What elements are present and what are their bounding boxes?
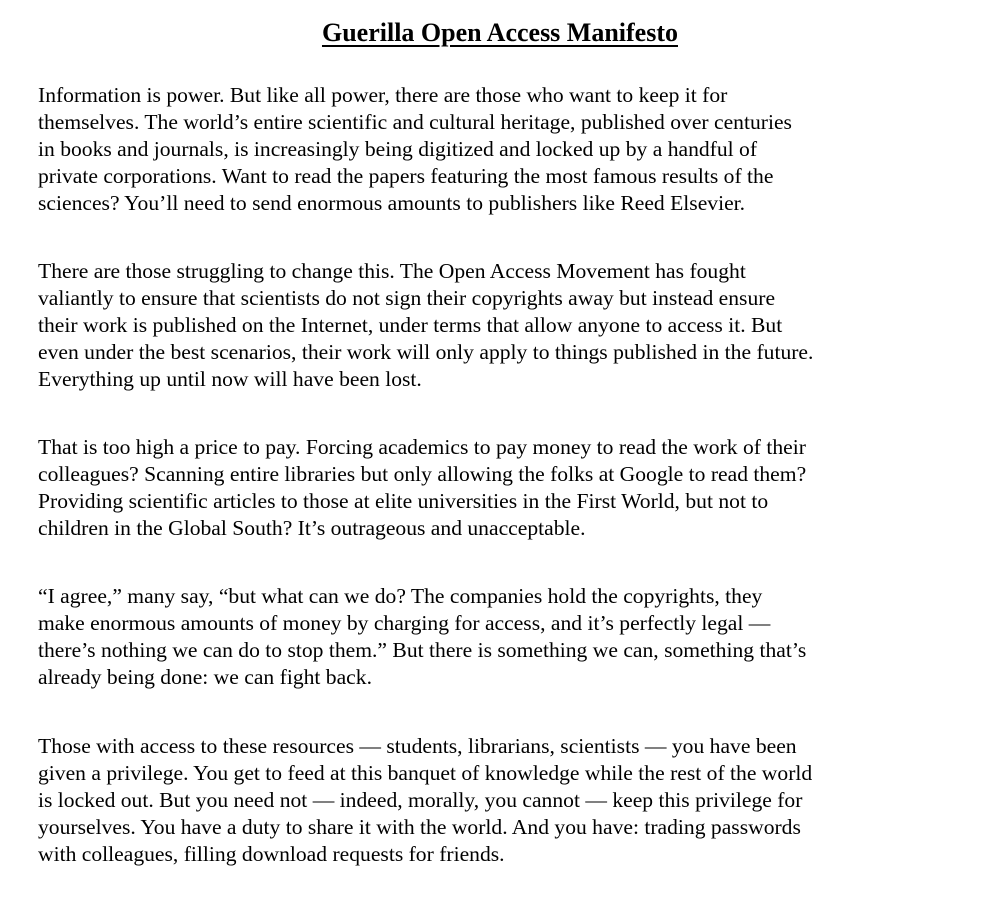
paragraph-line: Providing scientific articles to those at elite universities in the First World, but not to bbox=[38, 489, 769, 513]
paragraph-line: Information is power. But like all power, there are those who want to keep it for bbox=[38, 83, 728, 107]
paragraph-line: in books and journals, is increasingly being digitized and locked up by a handful of bbox=[38, 137, 758, 161]
document-title: Guerilla Open Access Manifesto bbox=[321, 18, 678, 47]
paragraph-line: children in the Global South? It’s outrageous and unacceptable. bbox=[38, 516, 586, 540]
paragraph-line: private corporations. Want to read the papers featuring the most famous results of the bbox=[38, 164, 774, 188]
paragraph-line: “I agree,” many say, “but what can we do? The companies hold the copyrights, they bbox=[38, 584, 763, 608]
paragraph-line: already being done: we can fight back. bbox=[38, 665, 372, 689]
paragraph-line: is locked out. But you need not — indeed, morally, you cannot — keep this privilege for bbox=[38, 788, 803, 812]
paragraph-line: valiantly to ensure that scientists do not sign their copyrights away but instead ensure bbox=[38, 286, 776, 310]
paragraph-line: There are those struggling to change this. The Open Access Movement has fought bbox=[38, 259, 746, 283]
paragraph-line: That is too high a price to pay. Forcing academics to pay money to read the work of their bbox=[38, 435, 806, 459]
paragraph-line: make enormous amounts of money by charging for access, and it’s perfectly legal — bbox=[38, 611, 771, 635]
paragraph-line: with colleagues, filling download requests for friends. bbox=[38, 842, 505, 866]
paragraph-line: themselves. The world’s entire scientific and cultural heritage, published over centuries bbox=[38, 110, 792, 134]
paragraph-1 bbox=[38, 82, 984, 217]
paragraph-line: there’s nothing we can do to stop them.” But there is something we can, something that’s bbox=[38, 638, 807, 662]
paragraph-line: Everything up until now will have been lost. bbox=[38, 367, 422, 391]
paragraph-line: even under the best scenarios, their work will only apply to things published in the future. bbox=[38, 340, 814, 364]
paragraph-line: sciences? You’ll need to send enormous amounts to publishers like Reed Elsevier. bbox=[38, 191, 746, 215]
paragraph-5 bbox=[38, 733, 984, 868]
paragraph-3 bbox=[38, 434, 984, 542]
paragraph-line: Those with access to these resources — students, librarians, scientists — you have been bbox=[38, 734, 797, 758]
paragraph-4 bbox=[38, 583, 984, 691]
paragraph-line: given a privilege. You get to feed at this banquet of knowledge while the rest of the world bbox=[38, 761, 813, 785]
paragraph-line: colleagues? Scanning entire libraries but only allowing the folks at Google to read them? bbox=[38, 462, 807, 486]
paragraph-line: their work is published on the Internet, under terms that allow anyone to access it. But bbox=[38, 313, 783, 337]
paragraph-line: yourselves. You have a duty to share it with the world. And you have: trading passwords bbox=[38, 815, 801, 839]
paragraph-2 bbox=[38, 258, 984, 393]
